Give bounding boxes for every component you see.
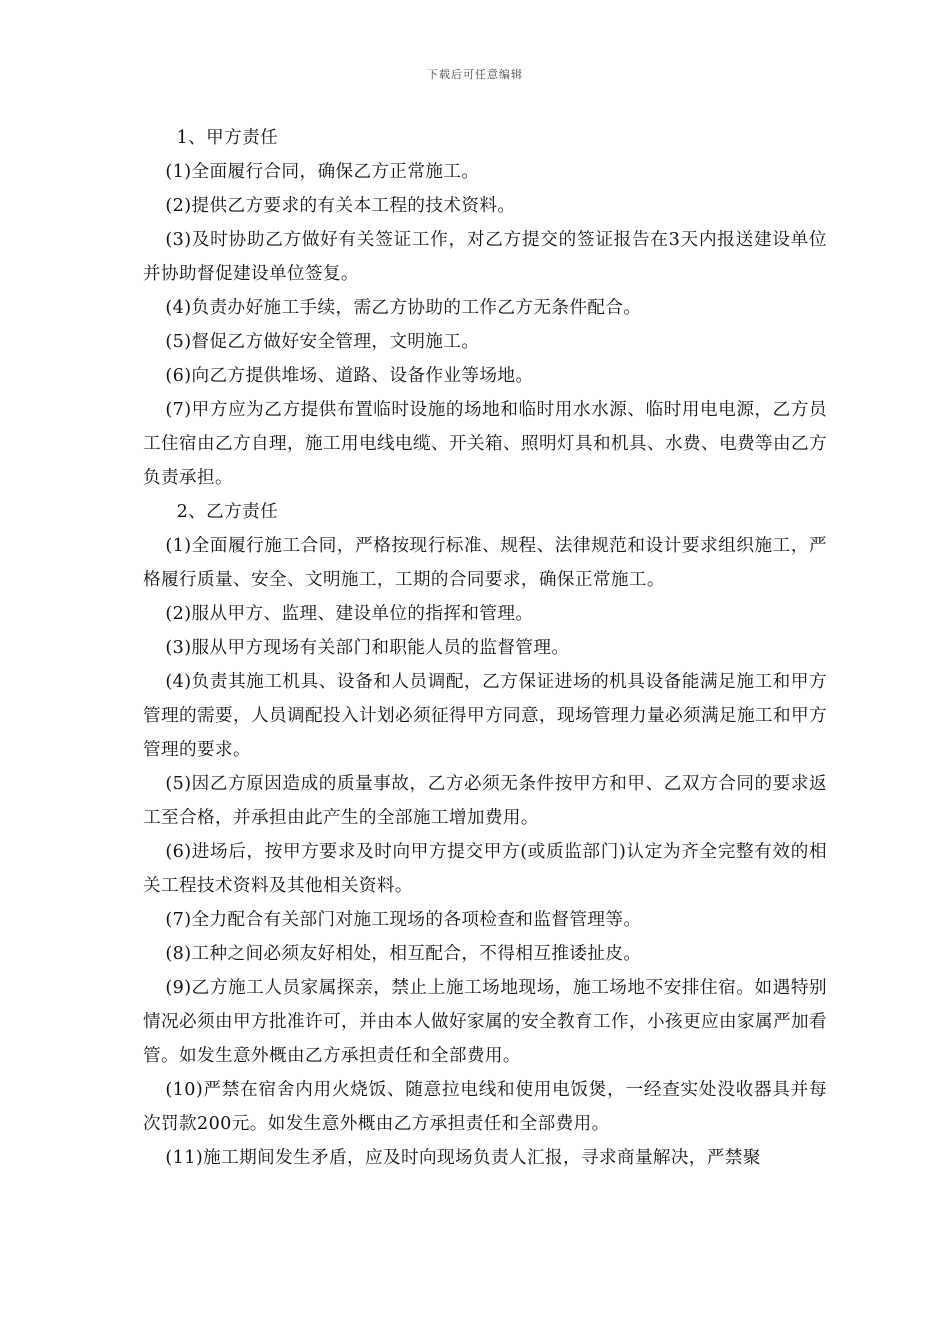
paragraph: (5)因乙方原因造成的质量事故，乙方必须无条件按甲方和甲、乙双方合同的要求返工至合格，并承担由此产生的全部施工增加费用。 (143, 774, 827, 828)
paragraph: (1)全面履行施工合同，严格按现行标准、规程、法律规范和设计要求组织施工，严格履行质量、安全、文明施工，工期的合同要求，确保正常施工。 (143, 536, 827, 590)
paragraph: (9)乙方施工人员家属探亲，禁止上施工场地现场，施工场地不安排住宿。如遇特别情况必须由甲方批准许可，并由本人做好家属的安全教育工作，小孩更应由家属严加看管。如发生意外概由乙方承担责任和全部费用。 (143, 978, 827, 1066)
section-heading-party-b: 2、乙方责任 (176, 502, 279, 522)
paragraph: (7)甲方应为乙方提供布置临时设施的场地和临时用水水源、临时用电电源，乙方员工住宿由乙方自理，施工用电线电缆、开关箱、照明灯具和机具、水费、电费等由乙方负责承担。 (143, 400, 827, 488)
paragraph: (5)督促乙方做好安全管理，文明施工。 (165, 332, 480, 352)
paragraph: (2)服从甲方、监理、建设单位的指挥和管理。 (165, 604, 534, 624)
paragraph: (1)全面履行合同，确保乙方正常施工。 (165, 162, 480, 182)
paragraph: (7)全力配合有关部门对施工现场的各项检查和监督管理等。 (165, 910, 642, 930)
page-header: 下载后可任意编辑 (427, 68, 523, 81)
document-body (143, 121, 827, 1175)
paragraph: (10)严禁在宿舍内用火烧饭、随意拉电线和使用电饭煲，一经查实处没收器具并每次罚款200元。如发生意外概由乙方承担责任和全部费用。 (143, 1080, 827, 1134)
paragraph: (4)负责办好施工手续，需乙方协助的工作乙方无条件配合。 (165, 298, 642, 318)
paragraph: (6)向乙方提供堆场、道路、设备作业等场地。 (165, 366, 534, 386)
paragraph: (8)工种之间必须友好相处，相互配合，不得相互推诿扯皮。 (165, 944, 642, 964)
paragraph: (6)进场后，按甲方要求及时向甲方提交甲方(或质监部门)认定为齐全完整有效的相关工程技术资料及其他相关资料。 (143, 842, 827, 896)
paragraph: (2)提供乙方要求的有关本工程的技术资料。 (165, 196, 516, 216)
section-heading-party-a: 1、甲方责任 (176, 128, 279, 148)
paragraph: (3)及时协助乙方做好有关签证工作，对乙方提交的签证报告在3天内报送建设单位并协助督促建设单位签复。 (143, 230, 827, 284)
paragraph: (11)施工期间发生矛盾，应及时向现场负责人汇报，寻求商量解决，严禁聚 (165, 1148, 761, 1168)
paragraph: (4)负责其施工机具、设备和人员调配，乙方保证进场的机具设备能满足施工和甲方管理的需要，人员调配投入计划必须征得甲方同意，现场管理力量必须满足施工和甲方管理的要求。 (143, 672, 827, 760)
paragraph: (3)服从甲方现场有关部门和职能人员的监督管理。 (165, 638, 570, 658)
